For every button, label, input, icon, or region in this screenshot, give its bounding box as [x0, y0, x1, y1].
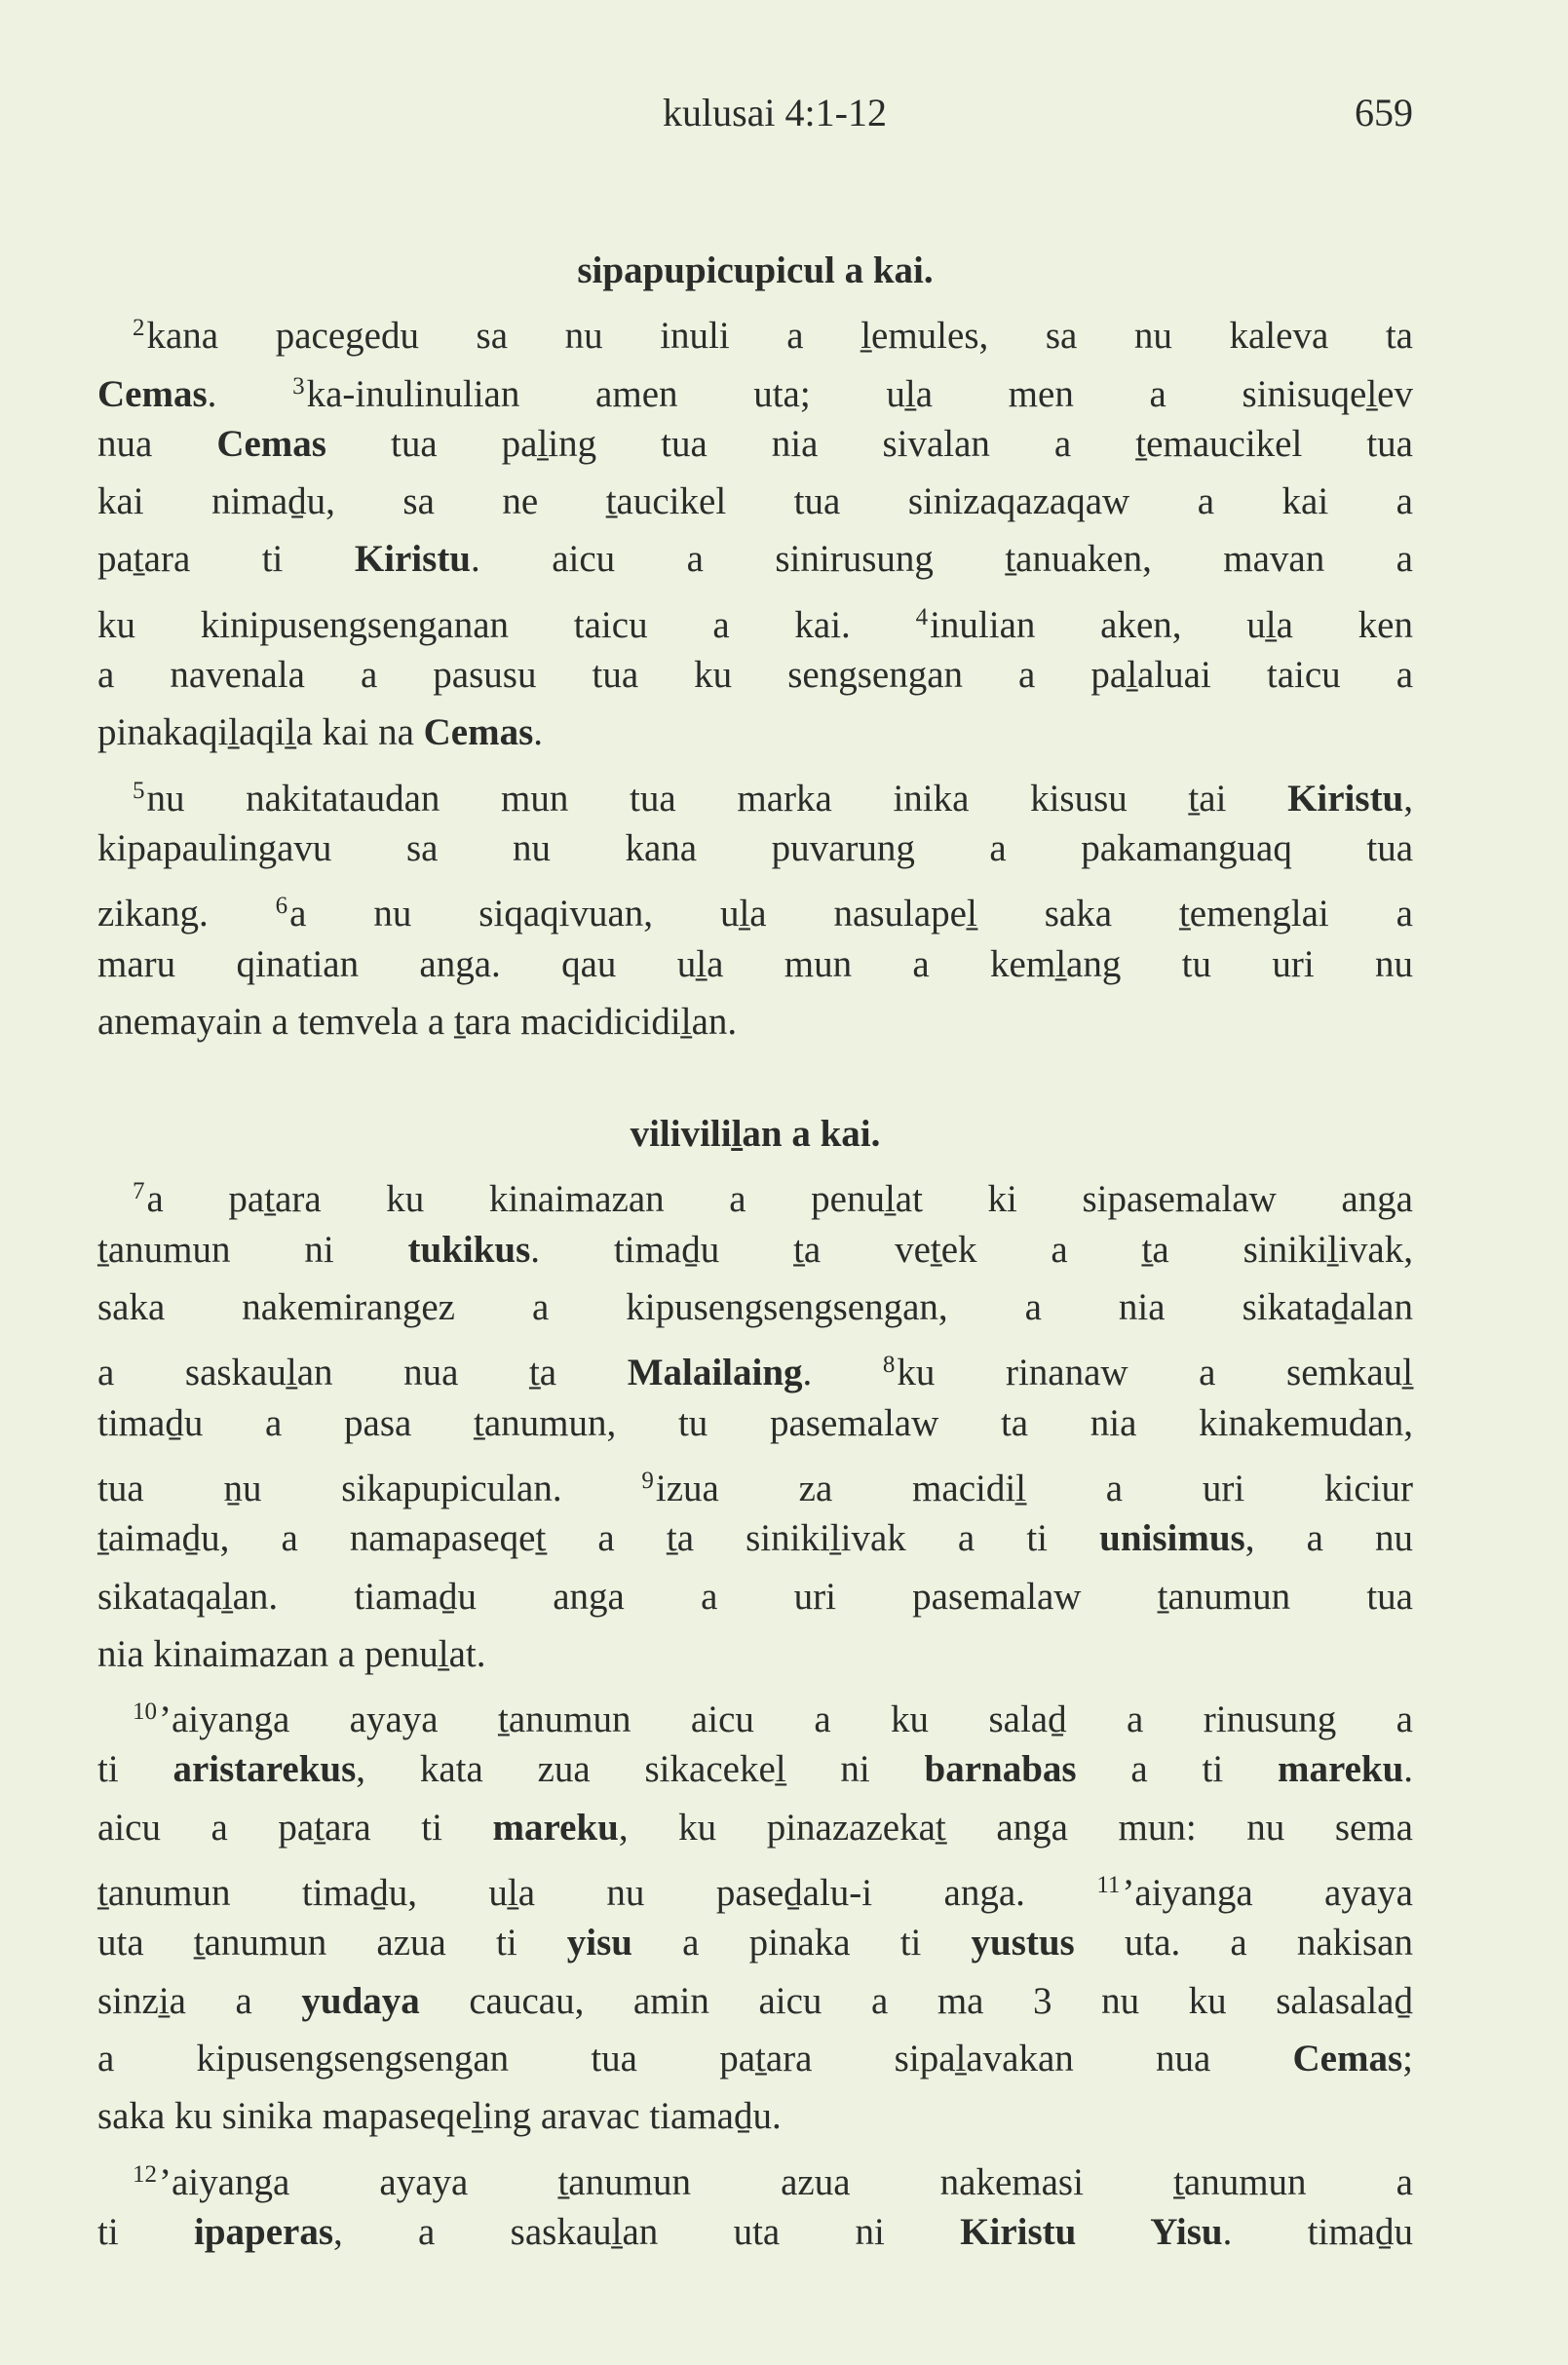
- bold-name: Kiristu Yisu: [960, 2210, 1223, 2253]
- text: ’aiyanga ayaya: [1122, 1872, 1413, 1915]
- text: ,: [1403, 777, 1413, 820]
- text: nia kinaimazan a penuḻat.: [97, 1632, 486, 1675]
- text: kai nimaḏu, sa ne ṯaucikel tua sinizaqazaqaw a kai a: [97, 480, 1413, 523]
- bold-name: Cemas: [1292, 2037, 1403, 2079]
- text: , ku pinazazekaṯ anga mun: nu sema: [618, 1806, 1413, 1849]
- text: aicu a paṯara ti: [97, 1806, 493, 1849]
- running-header: [97, 84, 1413, 142]
- text: timaḏu a pasa ṯanumun, tu pasemalaw ta nia kinakemudan,: [97, 1401, 1413, 1444]
- bold-name: Kiristu: [1287, 777, 1404, 820]
- text: a kipusengsengsengan tua paṯara sipaḻavakan nua: [97, 2037, 1293, 2079]
- verse-number: 12: [133, 2160, 157, 2188]
- text: pinakaqiḻaqiḻa kai na: [97, 711, 424, 754]
- bold-name: Kiristu: [354, 538, 471, 581]
- section-heading: sipapupicupicul a kai.: [577, 249, 934, 291]
- text: nu nakitataudan mun tua marka inika kisusu ṯai: [146, 777, 1288, 820]
- text: , kata zua sikacekeḻ ni: [356, 1748, 925, 1791]
- text: a navenala a pasusu tua ku sengsengan a paḻaluai taicu a: [97, 654, 1413, 697]
- text: a pinaka ti: [632, 1922, 972, 1964]
- text-line: [97, 2203, 1413, 2261]
- bold-name: unisimus: [1099, 1517, 1245, 1560]
- text: , a nu: [1244, 1517, 1414, 1560]
- text-line: [97, 704, 1413, 761]
- text: .: [1403, 1748, 1414, 1791]
- text-line: [97, 1394, 1413, 1452]
- page-number: 659: [1355, 91, 1413, 134]
- text: , a saskauḻan uta ni: [333, 2210, 961, 2253]
- bold-name: Cemas: [97, 372, 208, 415]
- text: ka-inulinulian amen uta; uḻa men a sinisuqeḻev: [306, 372, 1413, 415]
- text-line: [97, 993, 1413, 1050]
- bold-name: yustus: [971, 1922, 1075, 1964]
- verse-number: 11: [1096, 1872, 1121, 1899]
- text: kipapaulingavu sa nu kana puvarung a pakamanguaq tua: [97, 826, 1413, 869]
- text-line: [97, 1568, 1413, 1625]
- text-line: [97, 1452, 1413, 1509]
- text-line: [97, 877, 1413, 935]
- text: nua: [97, 422, 217, 465]
- text: paṯara ti: [97, 538, 355, 581]
- text-line: [97, 935, 1413, 993]
- text: . aicu a sinirusung ṯanuaken, mavan a: [471, 538, 1413, 581]
- text-line: [97, 1625, 1413, 1683]
- bold-name: Cemas: [216, 422, 326, 465]
- text: ku rinanaw a semkauḻ: [897, 1352, 1413, 1394]
- text: ṯaimaḏu, a namapaseqeṯ a ṯa sinikiḻivak a ti: [97, 1517, 1100, 1560]
- text: izua za macidiḻ a uri kiciur: [655, 1467, 1413, 1509]
- text: inulian aken, uḻa ken: [930, 603, 1413, 646]
- text-line: [97, 530, 1413, 588]
- text-line: [97, 415, 1413, 473]
- text: .: [533, 711, 544, 754]
- bold-name: yisu: [566, 1922, 632, 1964]
- text-line: [97, 1221, 1413, 1278]
- bold-name: yudaya: [301, 1979, 420, 2022]
- text-line: [97, 646, 1413, 704]
- text-line: [97, 1278, 1413, 1336]
- text-line: [97, 299, 1413, 357]
- text: tua ṉu sikapupiculan.: [97, 1467, 642, 1509]
- verse-number: 9: [641, 1467, 654, 1494]
- text-line: [97, 2146, 1413, 2203]
- verse-number: 3: [292, 372, 305, 400]
- text-line: [97, 589, 1413, 646]
- bold-name: mareku: [492, 1806, 619, 1849]
- bold-name: tukikus: [407, 1228, 531, 1271]
- text: uta. a nakisan: [1074, 1922, 1413, 1964]
- text: ṯanumun timaḏu, uḻa nu paseḏalu-i anga.: [97, 1872, 1097, 1915]
- bold-name: ipaperas: [193, 2210, 333, 2253]
- bold-name: barnabas: [924, 1748, 1077, 1791]
- text-line: [97, 1972, 1413, 2030]
- text: zikang.: [97, 893, 276, 935]
- text: sikataqaḻan. tiamaḏu anga a uri pasemalaw ṯanumun tua: [97, 1575, 1413, 1618]
- text: a nu siqaqivuan, uḻa nasulapeḻ saka ṯemenglai a: [289, 893, 1413, 935]
- text: .: [207, 372, 293, 415]
- verse-number: 10: [133, 1698, 157, 1726]
- text-line: [97, 1163, 1413, 1220]
- text: ;: [1402, 2037, 1413, 2079]
- page-body: [97, 142, 1413, 2261]
- text: .: [802, 1352, 883, 1394]
- text: ’aiyanga ayaya ṯanumun azua nakemasi ṯanumun a: [159, 2160, 1413, 2203]
- text: saka nakemirangez a kipusengsengsengan, a nia sikataḏalan: [97, 1286, 1413, 1329]
- text-line: [97, 2030, 1413, 2087]
- bold-name: Cemas: [423, 711, 534, 754]
- text-line: [97, 762, 1413, 820]
- text: kana pacegedu sa nu inuli a ḻemules, sa nu kaleva ta: [146, 315, 1413, 358]
- verse-number: 7: [133, 1178, 145, 1205]
- text: . timaḏu: [1222, 2210, 1413, 2253]
- text-line: [97, 2087, 1413, 2145]
- text: ti: [97, 2210, 194, 2253]
- text: uta ṯanumun azua ti: [97, 1922, 567, 1964]
- section-heading: viliviliḻan a kai.: [630, 1113, 881, 1156]
- text: ti: [97, 1748, 173, 1791]
- text-line: [97, 1509, 1413, 1567]
- text: a ti: [1076, 1748, 1278, 1791]
- text-line: [97, 473, 1413, 530]
- verse-number: 4: [915, 603, 929, 630]
- text-line: [97, 1856, 1413, 1914]
- text: caucau, amin aicu a ma 3 nu ku salasalaḏ: [419, 1979, 1413, 2022]
- text: anemayain a temvela a ṯara macidicidiḻan.: [97, 1000, 738, 1043]
- text-line: [97, 358, 1413, 415]
- chapter-reference: kulusai 4:1-12: [663, 91, 887, 134]
- verse-number: 5: [133, 777, 145, 804]
- text: ṯanumun ni: [97, 1228, 408, 1271]
- bold-name: Malailaing: [627, 1352, 803, 1394]
- bold-name: mareku: [1277, 1748, 1404, 1791]
- text: maru qinatian anga. qau uḻa mun a kemḻang tu uri nu: [97, 942, 1413, 985]
- text-line: [97, 820, 1413, 877]
- verse-number: 6: [275, 893, 288, 920]
- text: sinzi̱a a: [97, 1979, 302, 2022]
- text: a saskauḻan nua ṯa: [97, 1352, 628, 1394]
- verse-number: 8: [882, 1352, 896, 1379]
- text-line: [97, 1914, 1413, 1971]
- text: a paṯara ku kinaimazan a penuḻat ki sipasemalaw anga: [146, 1178, 1413, 1221]
- text-line: [97, 1799, 1413, 1856]
- text-line: [97, 1336, 1413, 1393]
- bold-name: aristarekus: [172, 1748, 357, 1791]
- text: tua paḻing tua nia sivalan a ṯemaucikel tua: [325, 422, 1413, 465]
- verse-number: 2: [133, 315, 145, 342]
- text: ’aiyanga ayaya ṯanumun aicu a ku salaḏ a rinusung a: [159, 1698, 1413, 1741]
- text: saka ku sinika mapaseqeḻing aravac tiamaḏu.: [97, 2095, 782, 2138]
- text-line: [97, 1683, 1413, 1740]
- text: . timaḏu ṯa veṯek a ṯa sinikiḻivak,: [530, 1228, 1413, 1271]
- text-line: [97, 1740, 1413, 1798]
- text: ku kinipusengsenganan taicu a kai.: [97, 603, 916, 646]
